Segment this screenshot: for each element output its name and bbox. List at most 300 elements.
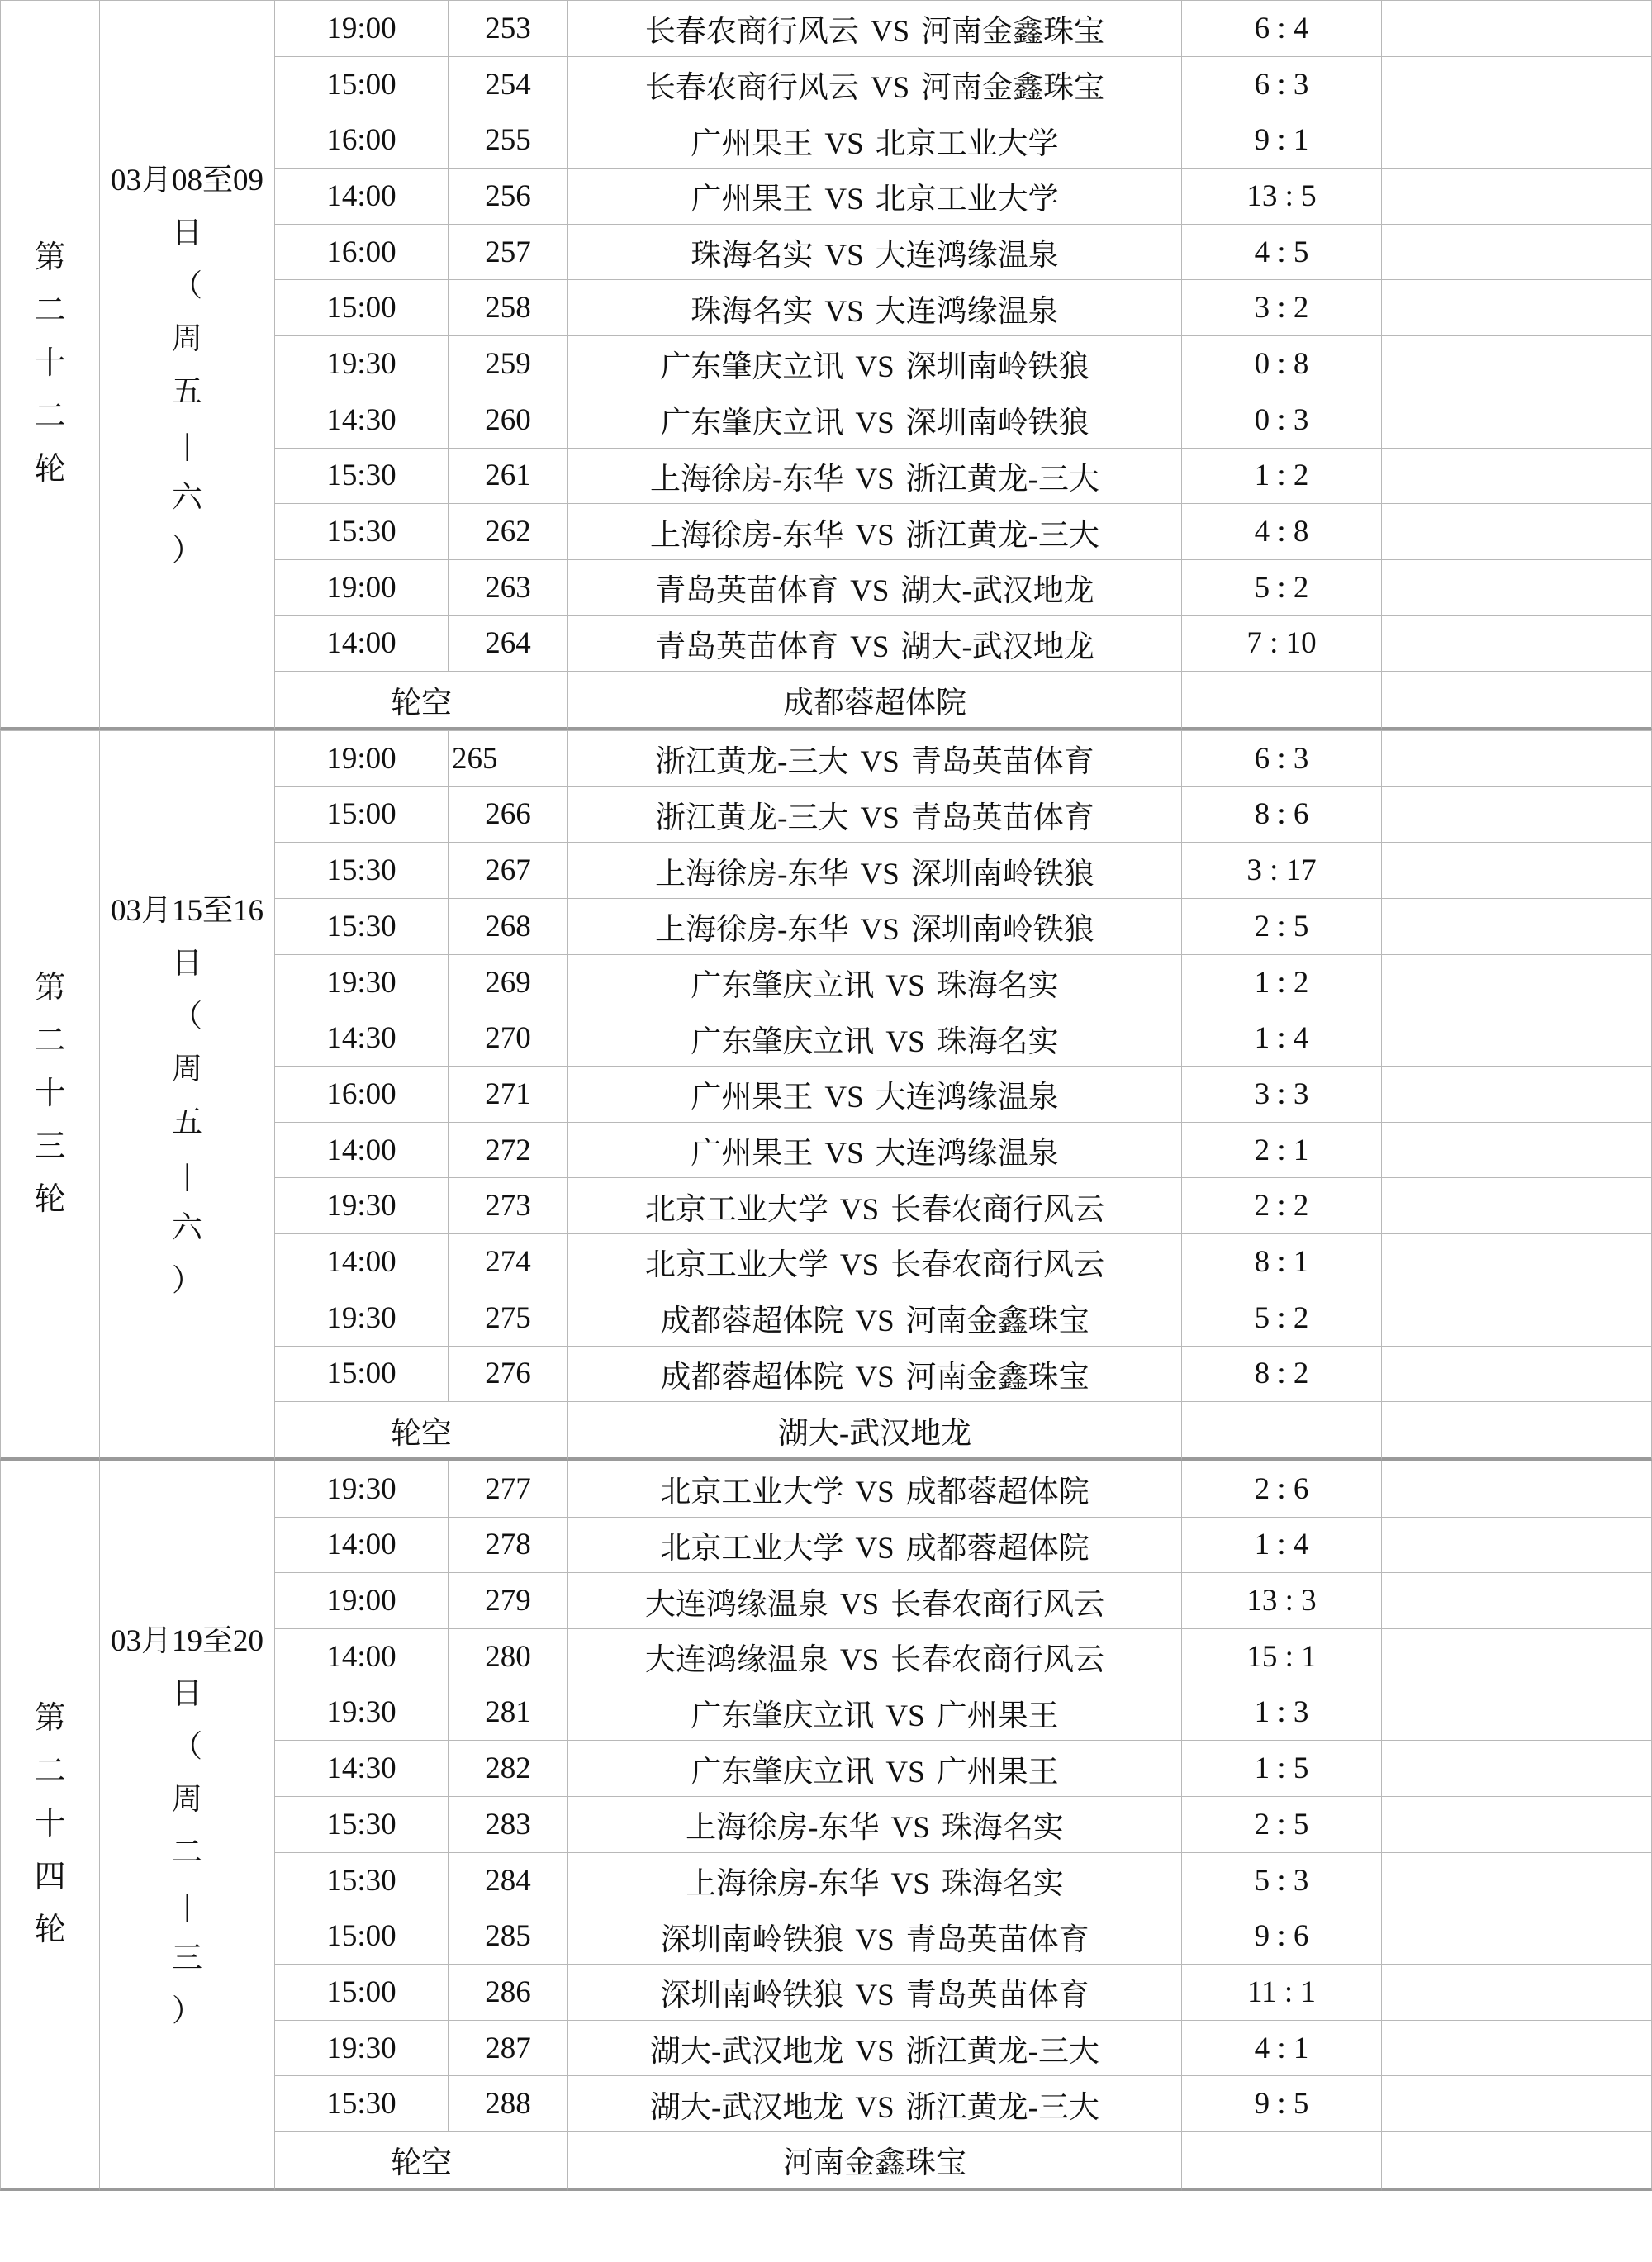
match-row xyxy=(0,1461,1652,1517)
remarks-cell xyxy=(1381,279,1652,335)
vs-label: VS xyxy=(860,745,900,780)
vs-label: VS xyxy=(855,518,895,553)
match-score: 1 : 2 xyxy=(1181,954,1381,1010)
remarks-cell xyxy=(1381,1685,1652,1741)
away-team: 北京工业大学 xyxy=(875,126,1059,161)
away-team: 广州果王 xyxy=(936,1755,1059,1789)
remarks-cell xyxy=(1381,392,1652,448)
match-time: 15:00 xyxy=(274,1964,448,2020)
away-team: 浙江黄龙-三大 xyxy=(905,2090,1099,2125)
bye-score xyxy=(1181,1401,1381,1461)
match-number: 255 xyxy=(448,112,567,168)
match-number: 257 xyxy=(448,224,567,280)
match-time: 15:30 xyxy=(274,503,448,559)
vs-label: VS xyxy=(824,183,864,217)
matchup xyxy=(567,1122,1181,1178)
vs-label: VS xyxy=(860,801,900,835)
away-team: 大连鸿缘温泉 xyxy=(875,1081,1059,1115)
home-team: 广东肇庆立讯 xyxy=(691,1755,875,1789)
vs-label: VS xyxy=(870,15,910,50)
home-team: 大连鸿缘温泉 xyxy=(644,1587,828,1622)
matchup xyxy=(567,730,1181,786)
match-score: 2 : 1 xyxy=(1181,1122,1381,1178)
home-team: 北京工业大学 xyxy=(660,1531,844,1566)
round-date xyxy=(99,0,274,730)
match-number: 274 xyxy=(448,1233,567,1290)
vs-label: VS xyxy=(850,574,890,609)
vs-label: VS xyxy=(855,1531,895,1566)
match-time: 15:00 xyxy=(274,279,448,335)
round-label xyxy=(0,730,99,1461)
match-time: 19:30 xyxy=(274,1685,448,1741)
match-row xyxy=(0,730,1652,786)
home-team: 湖大-武汉地龙 xyxy=(650,2035,844,2070)
home-team: 成都蓉超体院 xyxy=(660,1360,844,1395)
match-number: 258 xyxy=(448,279,567,335)
away-team: 青岛英苗体育 xyxy=(910,745,1094,780)
away-team: 浙江黄龙-三大 xyxy=(905,2035,1099,2070)
match-number: 285 xyxy=(448,1908,567,1964)
matchup xyxy=(567,2075,1181,2131)
home-team: 广东肇庆立讯 xyxy=(691,1024,875,1059)
round-label-text: 第 二 十 三 轮 xyxy=(34,971,66,1218)
round-date-range: 03月08至09 xyxy=(111,164,263,197)
match-time: 14:30 xyxy=(274,392,448,448)
away-team: 浙江黄龙-三大 xyxy=(905,462,1099,497)
matchup xyxy=(567,1010,1181,1066)
home-team: 上海徐房-东华 xyxy=(655,913,849,948)
away-team: 珠海名实 xyxy=(936,969,1059,1004)
remarks-cell xyxy=(1381,898,1652,954)
away-team: 成都蓉超体院 xyxy=(905,1531,1089,1566)
remarks-cell xyxy=(1381,559,1652,615)
match-time: 19:00 xyxy=(274,559,448,615)
home-team: 广东肇庆立讯 xyxy=(660,350,844,385)
match-score: 3 : 3 xyxy=(1181,1066,1381,1122)
match-score: 0 : 3 xyxy=(1181,392,1381,448)
match-time: 16:00 xyxy=(274,1066,448,1122)
match-number: 272 xyxy=(448,1122,567,1178)
remarks-cell xyxy=(1381,1233,1652,1290)
bye-label: 轮空 xyxy=(274,671,567,730)
match-number: 262 xyxy=(448,503,567,559)
vs-label: VS xyxy=(855,462,895,497)
remarks-cell xyxy=(1381,1796,1652,1852)
home-team: 深圳南岭铁狼 xyxy=(660,1979,844,2013)
match-score: 8 : 1 xyxy=(1181,1233,1381,1290)
matchup xyxy=(567,1290,1181,1346)
matchup xyxy=(567,1740,1181,1796)
away-team: 长春农商行风云 xyxy=(890,1192,1105,1227)
remarks-cell xyxy=(1381,224,1652,280)
remarks-cell xyxy=(1381,1572,1652,1628)
match-number: 264 xyxy=(448,615,567,672)
home-team: 青岛英苗体育 xyxy=(655,630,839,664)
away-team: 河南金鑫珠宝 xyxy=(905,1304,1089,1339)
matchup xyxy=(567,0,1181,56)
match-time: 15:30 xyxy=(274,842,448,898)
match-score: 7 : 10 xyxy=(1181,615,1381,672)
home-team: 青岛英苗体育 xyxy=(655,574,839,609)
matchup xyxy=(567,615,1181,672)
match-number: 286 xyxy=(448,1964,567,2020)
home-team: 广州果王 xyxy=(691,1081,814,1115)
away-team: 河南金鑫珠宝 xyxy=(921,15,1105,50)
match-number: 263 xyxy=(448,559,567,615)
match-number: 270 xyxy=(448,1010,567,1066)
match-score: 5 : 2 xyxy=(1181,559,1381,615)
round-date-weekday: 日 （ 周 五 | 六 ） xyxy=(172,216,202,568)
match-time: 15:00 xyxy=(274,1346,448,1402)
match-number: 283 xyxy=(448,1796,567,1852)
home-team: 浙江黄龙-三大 xyxy=(655,745,849,780)
home-team: 上海徐房-东华 xyxy=(650,518,844,553)
match-time: 19:30 xyxy=(274,954,448,1010)
bye-score xyxy=(1181,2131,1381,2191)
vs-label: VS xyxy=(860,913,900,948)
bye-team: 河南金鑫珠宝 xyxy=(567,2131,1181,2191)
remarks-cell xyxy=(1381,448,1652,504)
away-team: 成都蓉超体院 xyxy=(905,1476,1089,1510)
match-score: 13 : 5 xyxy=(1181,168,1381,224)
vs-label: VS xyxy=(885,1755,925,1789)
home-team: 珠海名实 xyxy=(691,239,814,273)
away-team: 河南金鑫珠宝 xyxy=(921,71,1105,106)
vs-label: VS xyxy=(839,1643,880,1678)
match-score: 13 : 3 xyxy=(1181,1572,1381,1628)
match-number: 275 xyxy=(448,1290,567,1346)
matchup xyxy=(567,1964,1181,2020)
vs-label: VS xyxy=(855,1476,895,1510)
match-number: 261 xyxy=(448,448,567,504)
home-team: 广东肇庆立讯 xyxy=(660,406,844,441)
remarks-cell xyxy=(1381,56,1652,112)
away-team: 大连鸿缘温泉 xyxy=(875,294,1059,329)
bye-label: 轮空 xyxy=(274,1401,567,1461)
away-team: 湖大-武汉地龙 xyxy=(900,574,1094,609)
home-team: 广州果王 xyxy=(691,126,814,161)
away-team: 青岛英苗体育 xyxy=(905,1979,1089,2013)
match-time: 14:00 xyxy=(274,1122,448,1178)
remarks-cell xyxy=(1381,112,1652,168)
remarks-cell xyxy=(1381,335,1652,392)
match-number: 279 xyxy=(448,1572,567,1628)
match-score: 1 : 3 xyxy=(1181,1685,1381,1741)
round-date-range: 03月19至20 xyxy=(111,1623,263,1658)
match-number: 273 xyxy=(448,1177,567,1233)
remarks-cell xyxy=(1381,168,1652,224)
match-time: 14:00 xyxy=(274,168,448,224)
matchup xyxy=(567,1628,1181,1685)
home-team: 上海徐房-东华 xyxy=(650,462,844,497)
remarks-cell xyxy=(1381,1852,1652,1908)
match-time: 19:30 xyxy=(274,2020,448,2076)
match-time: 19:30 xyxy=(274,1290,448,1346)
match-time: 16:00 xyxy=(274,224,448,280)
match-score: 15 : 1 xyxy=(1181,1628,1381,1685)
matchup xyxy=(567,1796,1181,1852)
matchup xyxy=(567,112,1181,168)
bye-team: 成都蓉超体院 xyxy=(567,671,1181,730)
remarks-cell xyxy=(1381,1066,1652,1122)
matchup xyxy=(567,392,1181,448)
match-time: 19:00 xyxy=(274,0,448,56)
match-time: 14:30 xyxy=(274,1010,448,1066)
vs-label: VS xyxy=(824,126,864,161)
remarks-cell xyxy=(1381,2020,1652,2076)
match-score: 5 : 3 xyxy=(1181,1852,1381,1908)
vs-label: VS xyxy=(855,406,895,441)
match-score: 6 : 4 xyxy=(1181,0,1381,56)
matchup xyxy=(567,1233,1181,1290)
match-time: 15:30 xyxy=(274,898,448,954)
round-date-range: 03月15至16 xyxy=(111,893,263,928)
remarks-cell xyxy=(1381,615,1652,672)
home-team: 大连鸿缘温泉 xyxy=(644,1643,828,1678)
vs-label: VS xyxy=(890,1811,930,1846)
home-team: 上海徐房-东华 xyxy=(655,857,849,891)
vs-label: VS xyxy=(850,630,890,664)
vs-label: VS xyxy=(824,1137,864,1171)
match-time: 14:00 xyxy=(274,615,448,672)
matchup xyxy=(567,168,1181,224)
match-time: 15:30 xyxy=(274,2075,448,2131)
vs-label: VS xyxy=(824,239,864,273)
bye-team: 湖大-武汉地龙 xyxy=(567,1401,1181,1461)
home-team: 长春农商行风云 xyxy=(644,15,859,50)
home-team: 珠海名实 xyxy=(691,294,814,329)
match-number: 253 xyxy=(448,0,567,56)
match-time: 19:30 xyxy=(274,1461,448,1517)
home-team: 长春农商行风云 xyxy=(644,71,859,106)
vs-label: VS xyxy=(885,1024,925,1059)
away-team: 深圳南岭铁狼 xyxy=(910,913,1094,948)
vs-label: VS xyxy=(870,71,910,106)
vs-label: VS xyxy=(839,1192,880,1227)
home-team: 广州果王 xyxy=(691,183,814,217)
match-time: 15:30 xyxy=(274,1852,448,1908)
vs-label: VS xyxy=(860,857,900,891)
match-number: 254 xyxy=(448,56,567,112)
remarks-cell xyxy=(1381,1908,1652,1964)
away-team: 珠海名实 xyxy=(936,1024,1059,1059)
vs-label: VS xyxy=(855,2035,895,2070)
match-number: 268 xyxy=(448,898,567,954)
round-date xyxy=(99,1461,274,2191)
matchup xyxy=(567,898,1181,954)
away-team: 浙江黄龙-三大 xyxy=(905,518,1099,553)
vs-label: VS xyxy=(855,1360,895,1395)
match-time: 15:30 xyxy=(274,1796,448,1852)
round-date-weekday: 日 （ 周 二 | 三 ） xyxy=(172,1676,202,2028)
remarks-cell xyxy=(1381,1964,1652,2020)
remarks-cell xyxy=(1381,954,1652,1010)
match-time: 19:30 xyxy=(274,335,448,392)
matchup xyxy=(567,2020,1181,2076)
matchup xyxy=(567,503,1181,559)
match-time: 14:00 xyxy=(274,1233,448,1290)
match-score: 2 : 5 xyxy=(1181,1796,1381,1852)
bye-label: 轮空 xyxy=(274,2131,567,2191)
match-time: 15:00 xyxy=(274,1908,448,1964)
match-number: 276 xyxy=(448,1346,567,1402)
remarks-cell xyxy=(1381,1401,1652,1461)
round-label xyxy=(0,0,99,730)
vs-label: VS xyxy=(855,1922,895,1957)
remarks-cell xyxy=(1381,1346,1652,1402)
match-score: 6 : 3 xyxy=(1181,730,1381,786)
match-time: 14:30 xyxy=(274,1740,448,1796)
remarks-cell xyxy=(1381,0,1652,56)
match-number: 267 xyxy=(448,842,567,898)
away-team: 珠海名实 xyxy=(941,1811,1064,1846)
home-team: 湖大-武汉地龙 xyxy=(650,2090,844,2125)
matchup xyxy=(567,1685,1181,1741)
vs-label: VS xyxy=(855,1979,895,2013)
home-team: 成都蓉超体院 xyxy=(660,1304,844,1339)
remarks-cell xyxy=(1381,1010,1652,1066)
remarks-cell xyxy=(1381,1461,1652,1517)
matchup xyxy=(567,1461,1181,1517)
matchup xyxy=(567,559,1181,615)
away-team: 珠海名实 xyxy=(941,1867,1064,1902)
away-team: 河南金鑫珠宝 xyxy=(905,1360,1089,1395)
match-number: 256 xyxy=(448,168,567,224)
home-team: 上海徐房-东华 xyxy=(686,1811,880,1846)
matchup xyxy=(567,1066,1181,1122)
home-team: 北京工业大学 xyxy=(644,1192,828,1227)
match-score: 2 : 2 xyxy=(1181,1177,1381,1233)
matchup xyxy=(567,1346,1181,1402)
away-team: 广州果王 xyxy=(936,1699,1059,1733)
match-score: 9 : 1 xyxy=(1181,112,1381,168)
match-time: 14:00 xyxy=(274,1628,448,1685)
matchup xyxy=(567,1852,1181,1908)
home-team: 上海徐房-东华 xyxy=(686,1867,880,1902)
home-team: 北京工业大学 xyxy=(660,1476,844,1510)
match-score: 8 : 2 xyxy=(1181,1346,1381,1402)
match-time: 19:00 xyxy=(274,1572,448,1628)
round-label-text: 第 二 十 四 轮 xyxy=(34,1701,66,1948)
away-team: 长春农商行风云 xyxy=(890,1248,1105,1283)
match-number: 259 xyxy=(448,335,567,392)
vs-label: VS xyxy=(839,1248,880,1283)
away-team: 青岛英苗体育 xyxy=(910,801,1094,835)
away-team: 深圳南岭铁狼 xyxy=(905,350,1089,385)
home-team: 广州果王 xyxy=(691,1137,814,1171)
match-number: 288 xyxy=(448,2075,567,2131)
home-team: 深圳南岭铁狼 xyxy=(660,1922,844,1957)
match-time: 19:30 xyxy=(274,1177,448,1233)
match-score: 8 : 6 xyxy=(1181,786,1381,843)
match-score: 3 : 17 xyxy=(1181,842,1381,898)
round-date-weekday: 日 （ 周 五 | 六 ） xyxy=(172,946,202,1298)
matchup xyxy=(567,1908,1181,1964)
remarks-cell xyxy=(1381,842,1652,898)
match-number: 277 xyxy=(448,1461,567,1517)
remarks-cell xyxy=(1381,2131,1652,2191)
match-number: 278 xyxy=(448,1517,567,1573)
match-row xyxy=(0,0,1652,56)
match-number: 284 xyxy=(448,1852,567,1908)
match-score: 11 : 1 xyxy=(1181,1964,1381,2020)
match-score: 9 : 6 xyxy=(1181,1908,1381,1964)
round-label xyxy=(0,1461,99,2191)
remarks-cell xyxy=(1381,671,1652,730)
away-team: 长春农商行风云 xyxy=(890,1587,1105,1622)
home-team: 广东肇庆立讯 xyxy=(691,1699,875,1733)
remarks-cell xyxy=(1381,1628,1652,1685)
away-team: 长春农商行风云 xyxy=(890,1643,1105,1678)
match-number: 260 xyxy=(448,392,567,448)
vs-label: VS xyxy=(855,2090,895,2125)
matchup xyxy=(567,448,1181,504)
vs-label: VS xyxy=(890,1867,930,1902)
match-score: 1 : 4 xyxy=(1181,1517,1381,1573)
matchup xyxy=(567,335,1181,392)
match-number: 287 xyxy=(448,2020,567,2076)
match-number: 269 xyxy=(448,954,567,1010)
match-time: 14:00 xyxy=(274,1517,448,1573)
match-time: 15:00 xyxy=(274,786,448,843)
remarks-cell xyxy=(1381,730,1652,786)
away-team: 大连鸿缘温泉 xyxy=(875,1137,1059,1171)
remarks-cell xyxy=(1381,503,1652,559)
round-label-text: 第 二 十 二 轮 xyxy=(34,240,66,487)
vs-label: VS xyxy=(839,1587,880,1622)
remarks-cell xyxy=(1381,2075,1652,2131)
vs-label: VS xyxy=(885,969,925,1004)
match-number: 271 xyxy=(448,1066,567,1122)
match-score: 4 : 5 xyxy=(1181,224,1381,280)
vs-label: VS xyxy=(855,1304,895,1339)
away-team: 深圳南岭铁狼 xyxy=(910,857,1094,891)
match-time: 19:00 xyxy=(274,730,448,786)
matchup xyxy=(567,279,1181,335)
round-date xyxy=(99,730,274,1461)
match-time: 15:30 xyxy=(274,448,448,504)
match-score: 1 : 5 xyxy=(1181,1740,1381,1796)
match-score: 9 : 5 xyxy=(1181,2075,1381,2131)
vs-label: VS xyxy=(824,294,864,329)
match-score: 2 : 6 xyxy=(1181,1461,1381,1517)
match-score: 6 : 3 xyxy=(1181,56,1381,112)
match-number: 266 xyxy=(448,786,567,843)
match-number: 281 xyxy=(448,1685,567,1741)
remarks-cell xyxy=(1381,1290,1652,1346)
match-number: 280 xyxy=(448,1628,567,1685)
matchup xyxy=(567,224,1181,280)
match-score: 1 : 2 xyxy=(1181,448,1381,504)
match-time: 16:00 xyxy=(274,112,448,168)
bye-score xyxy=(1181,671,1381,730)
matchup xyxy=(567,1177,1181,1233)
match-score: 4 : 1 xyxy=(1181,2020,1381,2076)
matchup xyxy=(567,1572,1181,1628)
match-time: 15:00 xyxy=(274,56,448,112)
remarks-cell xyxy=(1381,1177,1652,1233)
away-team: 大连鸿缘温泉 xyxy=(875,239,1059,273)
remarks-cell xyxy=(1381,1740,1652,1796)
matchup xyxy=(567,954,1181,1010)
vs-label: VS xyxy=(885,1699,925,1733)
matchup xyxy=(567,842,1181,898)
match-score: 0 : 8 xyxy=(1181,335,1381,392)
match-score: 3 : 2 xyxy=(1181,279,1381,335)
remarks-cell xyxy=(1381,1122,1652,1178)
remarks-cell xyxy=(1381,786,1652,843)
away-team: 北京工业大学 xyxy=(875,183,1059,217)
